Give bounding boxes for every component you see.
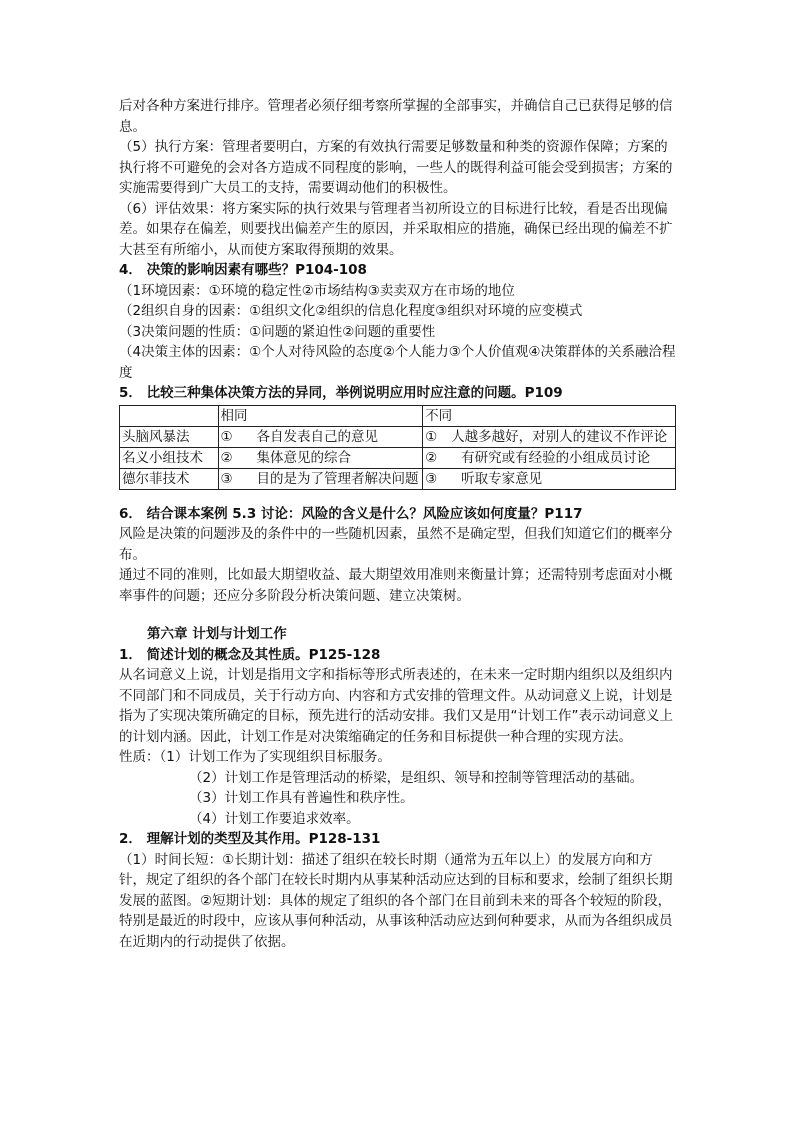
paragraph: 通过不同的准则，比如最大期望收益、最大期望效用准则来衡量计算；还需特别考虑面对小概率事件的问题；还应分多阶段分析决策问题、建立决策树。 [119,567,673,604]
circled-number: ③ [220,470,233,487]
document-page [119,96,679,952]
table-row [120,468,676,489]
circled-number: ② [220,449,233,466]
table-header-cell: 不同 [423,405,676,426]
method-cell: 名义小组技术 [120,447,219,468]
diff-cell [423,468,676,489]
cell-text: 目的是为了管理者解决问题 [256,470,419,487]
cell-text: 听取专家意见 [461,470,543,487]
list-item: （3决策问题的性质：①问题的紧迫性②问题的重要性 [119,323,436,340]
same-cell [218,468,423,489]
same-cell [218,447,423,468]
question-4-heading: 4． 决策的影响因素有哪些？P104-108 [119,262,367,278]
comparison-table [119,405,676,490]
cell-text: 各自发表自己的意见 [256,428,378,445]
property-item: （3）计划工作具有普遍性和秩序性。 [189,790,414,806]
paragraph: 后对各种方案进行排序。管理者必须仔细考察所掌握的全部事实，并确信自己已获得足够的信息。 [119,98,673,135]
circled-number: ① [425,428,438,445]
paragraph: （6）评估效果：将方案实际的执行效果与管理者当初所设立的目标进行比较，看是否出现偏差。如果存在偏差，则要找出偏差产生的原因，并采取相应的措施，确保已经出现的偏差不扩大甚至有所缩小，从而使方案取得预期的效果。 [119,200,673,258]
cell-text: 人越多越好，对别人的建议不作评论 [451,428,668,445]
question-2-heading: 2． 理解计划的类型及其作用。P128-131 [119,831,381,847]
method-cell: 德尔菲技术 [120,468,219,489]
table-header-cell: 相同 [218,405,423,426]
diff-cell [423,426,676,447]
cell-text: 有研究或有经验的小组成员讨论 [461,449,651,466]
list-item: （1环境因素：①环境的稳定性②市场结构③卖卖双方在市场的地位 [119,282,515,299]
property-item: （2）计划工作是管理活动的桥梁，是组织、领导和控制等管理活动的基础。 [189,769,644,786]
question-6-heading: 6． 结合课本案例 5.3 讨论：风险的含义是什么？风险应该如何度量？P117 [119,505,583,522]
circled-number: ③ [425,470,438,487]
table-row [120,447,676,468]
circled-number: ② [425,449,438,466]
table-row [120,426,676,447]
list-item: （2组织自身的因素：①组织文化②组织的信息化程度③组织对环境的应变模式 [119,303,583,319]
cell-text: 集体意见的综合 [256,449,351,466]
question-5-heading: 5． 比较三种集体决策方法的异同，举例说明应用时应注意的问题。P109 [119,385,563,401]
circled-number: ① [220,428,233,445]
diff-cell [423,447,676,468]
table-header-row [120,405,676,426]
property-item: （4）计划工作要追求效率。 [189,810,360,827]
same-cell [218,426,423,447]
method-cell: 头脑风暴法 [120,426,219,447]
list-item: （4决策主体的因素：①个人对待风险的态度②个人能力③个人价值观④决策群体的关系融洽程度 [119,344,676,381]
paragraph: （5）执行方案：管理者要明白，方案的有效执行需要足够数量和种类的资源作保障；方案的执行将不可避免的会对各方造成不同程度的影响，一些人的既得利益可能会受到损害；方案的实施需要得到广大员工的支持，需要调动他们的积极性。 [119,139,673,196]
spacer [119,606,679,624]
property-item: 性质：（1）计划工作为了实现组织目标服务。 [119,749,391,765]
question-1-heading: 1． 简述计划的概念及其性质。P125-128 [119,646,381,663]
chapter-title: 第六章 计划与计划工作 [147,626,287,642]
table-header-cell [120,405,219,426]
paragraph: 风险是决策的问题涉及的条件中的一些随机因素，虽然不是确定型，但我们知道它们的概率分布。 [119,526,673,563]
paragraph: 从名词意义上说，计划是指用文字和指标等形式所表述的，在未来一定时期内组织以及组织内不同部门和不同成员，关于行动方向、内容和方式安排的管理文件。从动词意义上说，计划是指为了实现决策所确定的目标，预先进行的活动安排。我们又是用“计划工作”表示动词意义上的计划内涵。因此，计划工作是对决策缩确定的任务和目标提供一种合理的实现方法。 [119,667,673,745]
paragraph: （1）时间长短：①长期计划：描述了组织在较长时期（通常为五年以上）的发展方向和方针，规定了组织的各个部门在较长时期内从事某种活动应达到的目标和要求，绘制了组织长期发展的蓝图。②短期计划：具体的规定了组织的各个部门在目前到未来的哥各个较短的阶段，特别是最近的时段中，应该从事何种活动，从事该种活动应达到何种要求，从而为各组织成员在近期内的行动提供了依据。 [119,851,673,950]
